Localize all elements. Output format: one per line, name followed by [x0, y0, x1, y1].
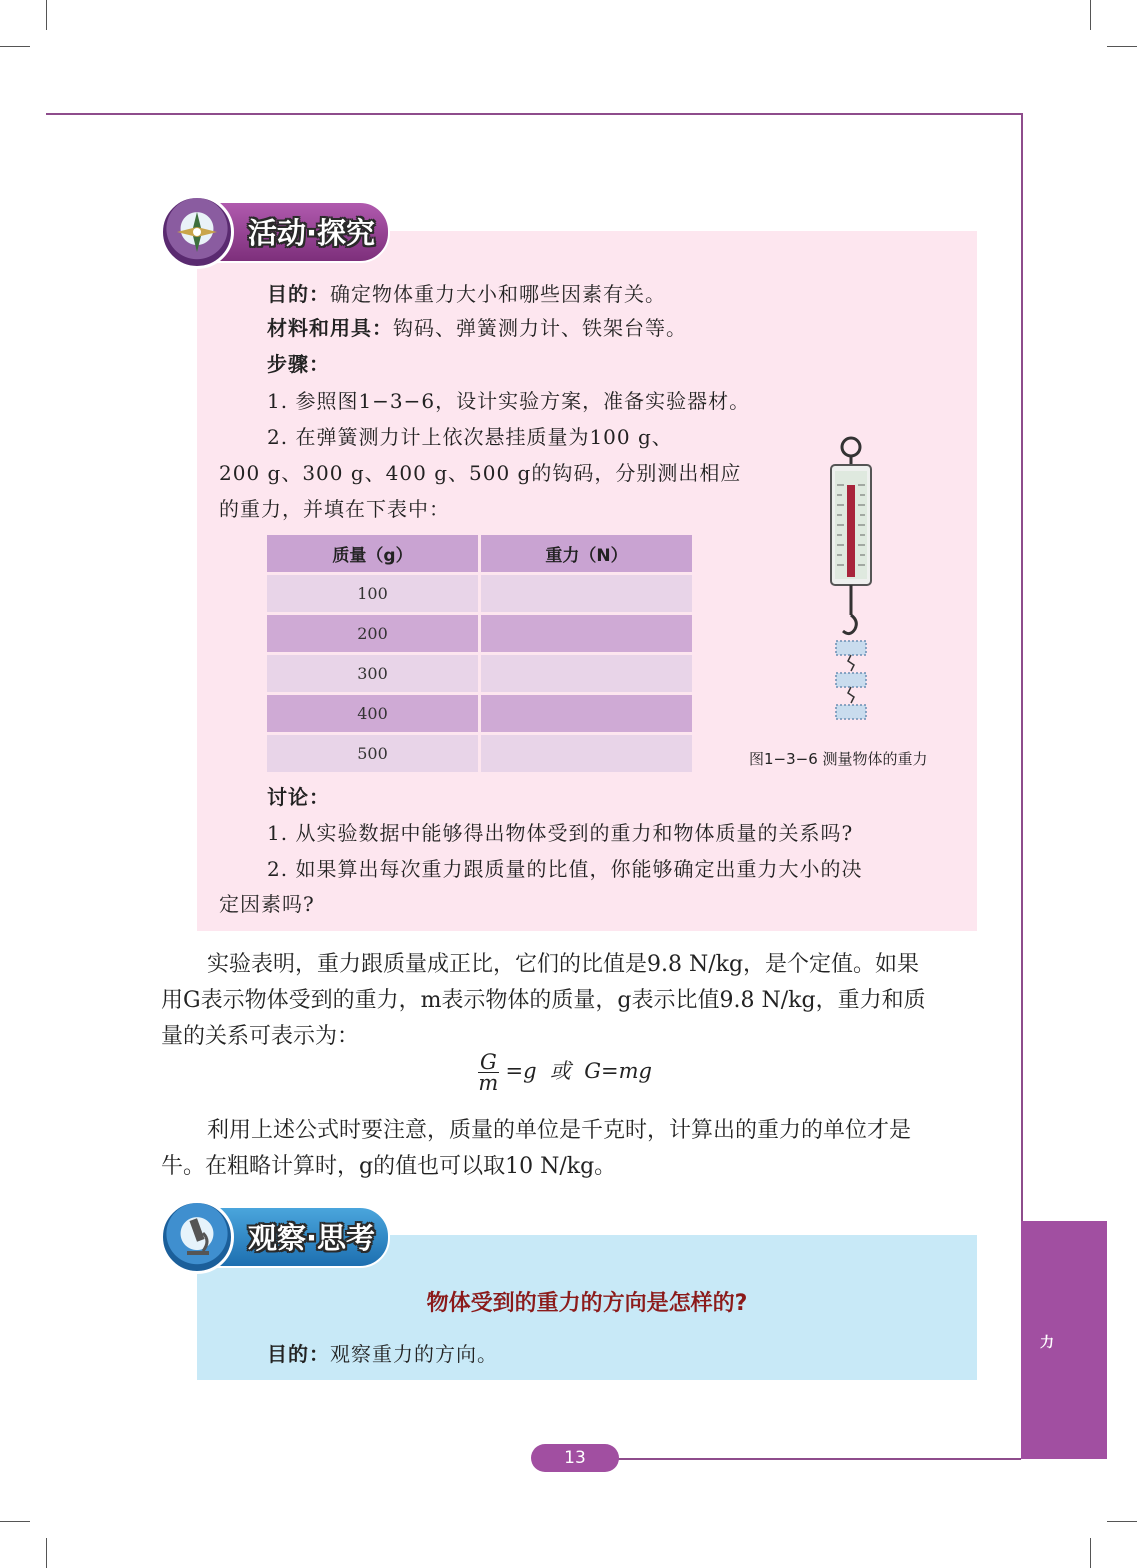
chapter-side-tab	[1021, 1221, 1107, 1459]
table-header-mass: 质量（g）	[267, 535, 478, 572]
formula-denominator: m	[478, 1071, 499, 1095]
page-number: 13	[531, 1444, 619, 1472]
gravity-formula	[478, 1052, 652, 1093]
activity-materials	[267, 315, 687, 341]
table-cell-mass: 300	[267, 655, 478, 692]
activity-step1: 1. 参照图1−3−6，设计实验方案，准备实验器材。	[267, 389, 751, 413]
discussion-2-line1: 2. 如果算出每次重力跟质量的比值，你能够确定出重力大小的决	[267, 857, 863, 881]
activity-step2-line1: 2. 在弹簧测力计上依次悬挂质量为100 g、	[267, 425, 673, 449]
crop-mark	[0, 46, 30, 47]
table-header-weight: 重力（N）	[481, 535, 692, 572]
activity-badge	[160, 195, 390, 270]
purpose-label: 目的：	[267, 282, 330, 306]
observe-badge-label: 观察·思考	[248, 1221, 376, 1255]
formula-numerator: G	[480, 1050, 497, 1074]
materials-text: 钩码、弹簧测力计、铁架台等。	[393, 316, 687, 340]
table-row	[267, 655, 692, 692]
discussion-1: 1. 从实验数据中能够得出物体受到的重力和物体质量的关系吗?	[267, 821, 854, 845]
chapter-side-tab-label: 力	[1040, 1335, 1054, 1351]
discussion-2-line2: 定因素吗?	[219, 892, 315, 916]
table-cell-weight	[481, 655, 692, 692]
table-cell-mass: 400	[267, 695, 478, 732]
table-cell-weight	[481, 695, 692, 732]
table-row	[267, 695, 692, 732]
table-cell-weight	[481, 575, 692, 612]
mass-weight-table	[264, 532, 695, 775]
crop-mark	[1107, 46, 1137, 47]
steps-label: 步骤：	[267, 352, 330, 376]
body-para2-line2: 牛。在粗略计算时，g的值也可以取10 N/kg。	[161, 1154, 617, 1179]
formula-rest: =g 或 G=mg	[505, 1059, 652, 1083]
crop-mark	[46, 1538, 47, 1568]
page-frame-right	[1021, 113, 1023, 1221]
crop-mark	[1090, 0, 1091, 30]
figure-caption: 图1−3−6 测量物体的重力	[749, 750, 928, 768]
table-cell-mass: 100	[267, 575, 478, 612]
activity-badge-label: 活动·探究	[248, 216, 376, 250]
observe-question: 物体受到的重力的方向是怎样的?	[426, 1291, 748, 1316]
body-para1-line1: 实验表明，重力跟质量成正比，它们的比值是9.8 N/kg，是个定值。如果	[207, 952, 920, 977]
crop-mark	[0, 1521, 30, 1522]
discussion-label: 讨论：	[267, 785, 330, 809]
crop-mark	[1090, 1538, 1091, 1568]
formula-fraction	[478, 1052, 499, 1093]
table-row	[267, 575, 692, 612]
materials-label: 材料和用具：	[267, 316, 393, 340]
body-para1-line3: 量的关系可表示为：	[161, 1024, 360, 1049]
activity-purpose	[267, 281, 666, 307]
crop-mark	[46, 0, 47, 30]
table-row	[267, 615, 692, 652]
microscope-icon	[160, 1200, 234, 1274]
page-footer-line	[600, 1458, 1021, 1460]
observe-badge	[160, 1200, 390, 1275]
crop-mark	[1107, 1521, 1137, 1522]
body-para2-line1: 利用上述公式时要注意，质量的单位是千克时，计算出的重力的单位才是	[207, 1118, 912, 1143]
compass-icon	[160, 195, 234, 269]
activity-step2-line3: 的重力，并填在下表中：	[219, 497, 450, 521]
body-para1-line2: 用G表示物体受到的重力，m表示物体的质量，g表示比值9.8 N/kg，重力和质	[161, 988, 926, 1013]
activity-steps-heading	[267, 351, 330, 377]
table-cell-mass: 200	[267, 615, 478, 652]
table-cell-weight	[481, 615, 692, 652]
table-row	[267, 735, 692, 772]
page-frame-top	[46, 113, 1023, 115]
table-cell-mass: 500	[267, 735, 478, 772]
observe-purpose	[267, 1341, 498, 1367]
observe-purpose-text: 观察重力的方向。	[330, 1342, 498, 1366]
observe-purpose-label: 目的：	[267, 1342, 330, 1366]
purpose-text: 确定物体重力大小和哪些因素有关。	[330, 282, 666, 306]
activity-step2-line2: 200 g、300 g、400 g、500 g的钩码，分别测出相应	[219, 461, 742, 485]
spring-scale-illustration	[822, 435, 882, 730]
discussion-heading	[267, 784, 330, 810]
table-cell-weight	[481, 735, 692, 772]
